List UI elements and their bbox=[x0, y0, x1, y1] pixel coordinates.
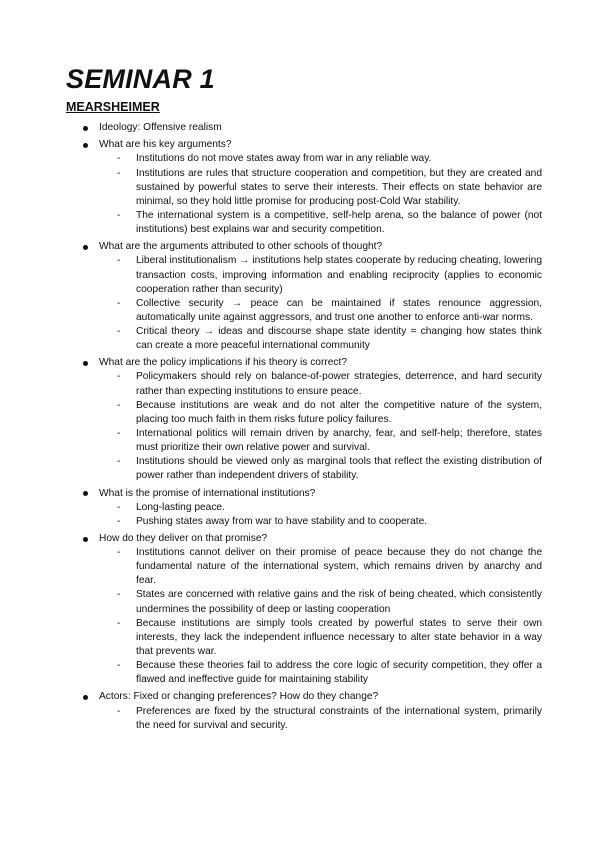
answer-list bbox=[99, 370, 542, 483]
question-item bbox=[66, 356, 542, 483]
answer-text: Preferences are fixed by the structural constraints of the international system, primarily the need for survival and security. bbox=[136, 705, 542, 731]
bullet-dot-icon bbox=[83, 126, 88, 131]
dash-bullet: - bbox=[117, 371, 121, 383]
dash-bullet: - bbox=[117, 399, 121, 411]
answer-item bbox=[99, 588, 542, 616]
bullet-dot-icon bbox=[83, 695, 88, 700]
bullet-dot-icon bbox=[83, 491, 88, 496]
question-item bbox=[66, 532, 542, 687]
answer-list bbox=[99, 254, 542, 353]
answer-item bbox=[99, 167, 542, 209]
dash-bullet: - bbox=[117, 705, 121, 717]
question-text: Ideology: Offensive realism bbox=[99, 122, 222, 133]
answer-item bbox=[99, 325, 542, 353]
dash-bullet: - bbox=[117, 167, 121, 179]
answer-text: Pushing states away from war to have stability and to cooperate. bbox=[136, 515, 428, 527]
dash-bullet: - bbox=[117, 501, 121, 513]
dash-bullet: - bbox=[117, 297, 121, 309]
question-item bbox=[66, 121, 542, 135]
answer-list bbox=[99, 501, 542, 529]
dash-bullet: - bbox=[117, 153, 121, 165]
answer-text: Because these theories fail to address the core logic of security competition, they offer a flawed and ineffective guide for maintaining stability bbox=[136, 659, 542, 686]
answer-text: Institutions are rules that structure cooperation and competition, but they are created and sustained by powerful states to serve their interests. Their effects on state behavior are minimal, so they hold little promise for producing post-Cold War stability. bbox=[136, 167, 542, 207]
dash-bullet: - bbox=[117, 209, 121, 221]
answer-item bbox=[99, 546, 542, 588]
answer-text: Because institutions are weak and do not alter the competitive nature of the system, placing too much faith in them risks future policy failures. bbox=[136, 399, 542, 425]
answer-item bbox=[99, 659, 542, 687]
answer-list bbox=[99, 705, 542, 733]
answer-text: International politics will remain driven by anarchy, fear, and self-help; therefore, states must prioritize their own relative power and survival. bbox=[136, 427, 542, 453]
answer-item bbox=[99, 515, 542, 529]
answer-item bbox=[99, 370, 542, 398]
question-item bbox=[66, 690, 542, 732]
dash-bullet: - bbox=[117, 589, 121, 601]
bullet-dot-icon bbox=[83, 361, 88, 366]
answer-item bbox=[99, 152, 542, 166]
answer-list bbox=[99, 546, 542, 687]
answer-text: Institutions should be viewed only as marginal tools that reflect the existing distribution of power rather than independent drivers of stability. bbox=[136, 456, 542, 482]
answer-text: Liberal institutionalism → institutions help states cooperate by reducing cheating, lowering transaction costs, improving information and enabling reciprocity (applies to economic cooperation rather than security) bbox=[136, 255, 542, 295]
question-item bbox=[66, 240, 542, 353]
question-text: What is the promise of international institutions? bbox=[99, 487, 316, 499]
dash-bullet: - bbox=[117, 659, 121, 671]
answer-text: Collective security → peace can be maintained if states renounce aggression, automatically unite against aggressors, and trust one another to enforce anti-war norms. bbox=[136, 297, 542, 323]
question-item bbox=[66, 138, 542, 237]
question-text: Actors: Fixed or changing preferences? How do they change? bbox=[99, 691, 379, 703]
answer-text: States are concerned with relative gains and the risk of being cheated, which consistently undermines the possibility of deep or lasting cooperation bbox=[136, 589, 542, 615]
question-text: What are his key arguments? bbox=[99, 139, 232, 151]
answer-item bbox=[99, 617, 542, 659]
question-text: How do they deliver on that promise? bbox=[99, 533, 268, 545]
answer-text: Because institutions are simply tools created by powerful states to serve their own interests, they lack the independent influence necessary to alter state behavior in a way that prevents war. bbox=[136, 617, 542, 657]
bullet-dot-icon bbox=[83, 537, 88, 542]
question-list bbox=[66, 121, 542, 733]
dash-bullet: - bbox=[117, 325, 121, 337]
answer-text: Critical theory → ideas and discourse shape state identity = changing how states think can create a more peaceful international community bbox=[136, 325, 542, 351]
answer-item bbox=[99, 705, 542, 733]
answer-item bbox=[99, 297, 542, 325]
answer-item bbox=[99, 254, 542, 296]
answer-item bbox=[99, 455, 542, 483]
question-item bbox=[66, 487, 542, 529]
dash-bullet: - bbox=[117, 255, 121, 267]
answer-list bbox=[99, 152, 542, 237]
answer-item bbox=[99, 427, 542, 455]
answer-text: The international system is a competitive, self-help arena, so the balance of power (not institutions) best explains war and security competition. bbox=[136, 209, 542, 235]
page-title: SEMINAR 1 bbox=[66, 64, 215, 94]
question-text: What are the policy implications if his theory is correct? bbox=[99, 357, 347, 369]
section-heading: MEARSHEIMER bbox=[66, 100, 160, 114]
answer-item bbox=[99, 209, 542, 237]
dash-bullet: - bbox=[117, 547, 121, 559]
dash-bullet: - bbox=[117, 617, 121, 629]
answer-text: Policymakers should rely on balance-of-power strategies, deterrence, and hard security rather than expecting institutions to ensure peace. bbox=[136, 371, 542, 397]
bullet-dot-icon bbox=[83, 245, 88, 250]
question-text: What are the arguments attributed to other schools of thought? bbox=[99, 241, 383, 253]
answer-text: Institutions do not move states away from war in any reliable way. bbox=[136, 153, 432, 165]
bullet-dot-icon bbox=[83, 143, 88, 148]
answer-item bbox=[99, 501, 542, 515]
answer-item bbox=[99, 399, 542, 427]
dash-bullet: - bbox=[117, 427, 121, 439]
dash-bullet: - bbox=[117, 515, 121, 527]
dash-bullet: - bbox=[117, 456, 121, 468]
answer-text: Long-lasting peace. bbox=[136, 501, 225, 513]
answer-text: Institutions cannot deliver on their promise of peace because they do not change the fundamental nature of the international system, which remains driven by anarchy and fear. bbox=[136, 547, 542, 587]
